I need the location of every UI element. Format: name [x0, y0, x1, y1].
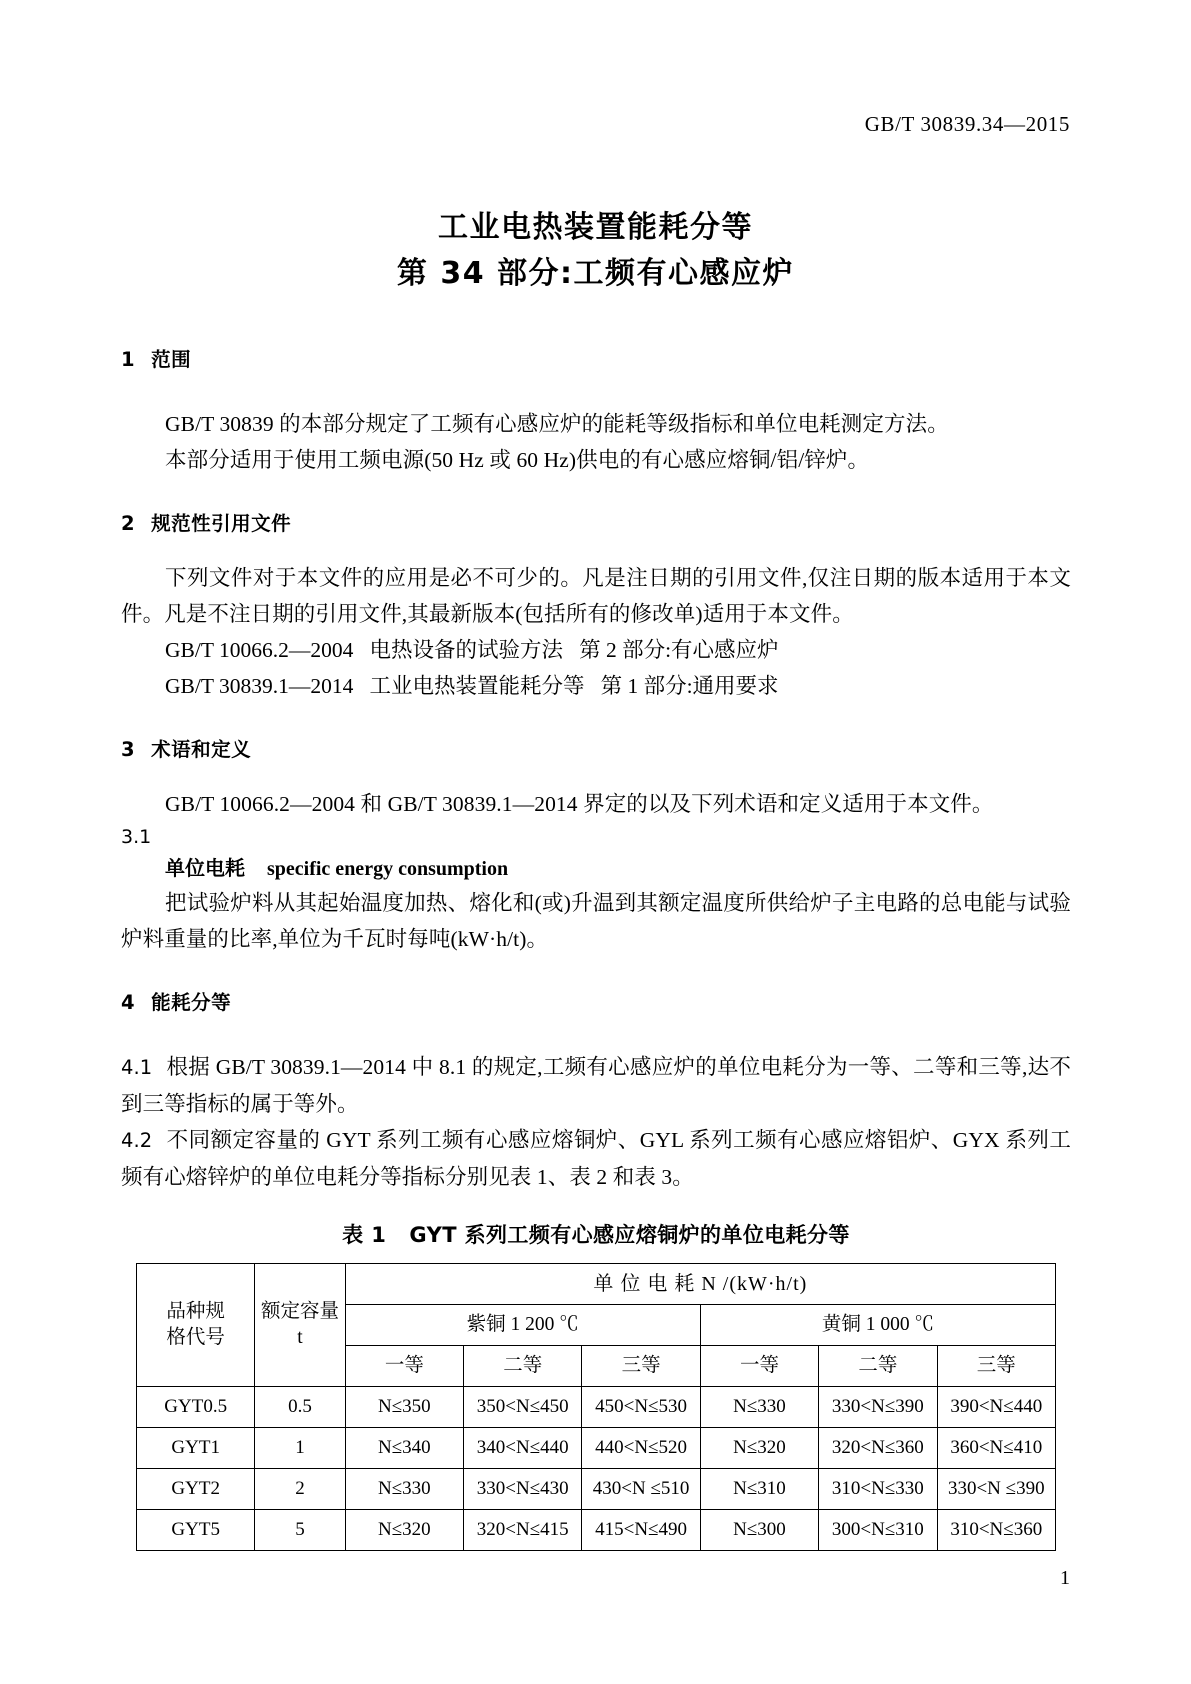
cell-value: 330<N≤390 [819, 1387, 937, 1428]
table-1-caption: 表 1 GYT 系列工频有心感应熔铜炉的单位电耗分等 [342, 1223, 850, 1247]
document-title [0, 205, 1191, 297]
title-line-1: 工业电热装置能耗分等 [438, 210, 753, 245]
normative-reference-2: GB/T 30839.1—2014 工业电热装置能耗分等 第 1 部分:通用要求 [165, 674, 779, 698]
section-number-1: 1 [121, 348, 136, 371]
standard-number: GB/T 30839.34—2015 [864, 112, 1070, 136]
section-heading-3 [121, 738, 1071, 762]
normative-reference-1: GB/T 10066.2—2004 电热设备的试验方法 第 2 部分:有心感应炉 [165, 638, 779, 662]
cell-value: N≤330 [700, 1387, 818, 1428]
section-number-3: 3 [121, 738, 136, 761]
cell-value: 440<N≤520 [582, 1428, 700, 1469]
term-clause-number: 3.1 [121, 826, 152, 848]
term-name-cn: 单位电耗 [165, 856, 245, 880]
cell-rated-capacity: 2 [255, 1469, 345, 1510]
cell-value: 390<N≤440 [937, 1387, 1055, 1428]
cell-value: 310<N≤360 [937, 1510, 1055, 1551]
column-header-product-code-line2: 格代号 [166, 1327, 225, 1348]
cell-product-code: GYT1 [137, 1428, 255, 1469]
column-header-product-code [137, 1264, 255, 1387]
clause-4-1-text: 根据 GB/T 30839.1—2014 中 8.1 的规定,工频有心感应炉的单位电耗分为一等、二等和三等,达不到三等指标的属于等外。 [121, 1055, 1071, 1116]
column-group-header-red-copper: 紫铜 1 200 ℃ [345, 1305, 700, 1346]
cell-rated-capacity: 0.5 [255, 1387, 345, 1428]
section-heading-1 [121, 348, 1071, 372]
clause-4-2-text: 不同额定容量的 GYT 系列工频有心感应熔铜炉、GYL 系列工频有心感应熔铝炉、GYX 系列工频有心熔锌炉的单位电耗分等指标分别见表 1、表 2 和表 3。 [121, 1128, 1071, 1189]
clause-4-1 [121, 1049, 1071, 1122]
table-row [137, 1428, 1056, 1469]
page-number: 1 [1060, 1567, 1070, 1589]
cell-value: 350<N≤450 [464, 1387, 582, 1428]
column-header-specific-energy: 单 位 电 耗 N /(kW·h/t) [345, 1264, 1055, 1305]
column-group-header-brass: 黄铜 1 000 ℃ [700, 1305, 1055, 1346]
cell-value: 300<N≤310 [819, 1510, 937, 1551]
section3-paragraph-1: GB/T 10066.2—2004 和 GB/T 30839.1—2014 界定的以及下列术语和定义适用于本文件。 [165, 792, 994, 816]
table-1-specific-energy-consumption [136, 1263, 1056, 1551]
section-heading-2 [121, 512, 1071, 536]
section-title-4: 能耗分等 [151, 991, 232, 1014]
cell-value: N≤320 [700, 1428, 818, 1469]
column-header-grade-5: 二等 [819, 1346, 937, 1387]
column-header-rated-capacity-line1: 额定容量 [261, 1301, 340, 1322]
cell-value: 415<N≤490 [582, 1510, 700, 1551]
column-header-rated-capacity-unit: t [297, 1327, 303, 1348]
cell-value: 310<N≤330 [819, 1469, 937, 1510]
cell-rated-capacity: 5 [255, 1510, 345, 1551]
column-header-rated-capacity [255, 1264, 345, 1387]
section-heading-4 [121, 991, 1071, 1015]
term-name-en: specific energy consumption [267, 858, 509, 880]
cell-rated-capacity: 1 [255, 1428, 345, 1469]
section-number-2: 2 [121, 512, 136, 535]
clause-4-2 [121, 1122, 1071, 1195]
cell-value: 320<N≤360 [819, 1428, 937, 1469]
cell-product-code: GYT2 [137, 1469, 255, 1510]
column-header-grade-2: 二等 [464, 1346, 582, 1387]
cell-value: N≤300 [700, 1510, 818, 1551]
cell-value: 320<N≤415 [464, 1510, 582, 1551]
document-body [121, 348, 1071, 1551]
cell-value: 340<N≤440 [464, 1428, 582, 1469]
cell-value: N≤310 [700, 1469, 818, 1510]
column-header-grade-3: 三等 [582, 1346, 700, 1387]
cell-value: 360<N≤410 [937, 1428, 1055, 1469]
term-entry [121, 852, 1071, 885]
term-definition: 把试验炉料从其起始温度加热、熔化和(或)升温到其额定温度所供给炉子主电路的总电能与试验炉料重量的比率,单位为千瓦时每吨(kW·h/t)。 [121, 891, 1071, 951]
section-title-2: 规范性引用文件 [151, 512, 292, 535]
cell-value: 330<N ≤390 [937, 1469, 1055, 1510]
cell-value: 330<N≤430 [464, 1469, 582, 1510]
table-row [137, 1510, 1056, 1551]
cell-value: N≤320 [345, 1510, 463, 1551]
column-header-grade-4: 一等 [700, 1346, 818, 1387]
column-header-grade-1: 一等 [345, 1346, 463, 1387]
cell-value: 430<N ≤510 [582, 1469, 700, 1510]
section-title-3: 术语和定义 [151, 738, 252, 761]
cell-value: N≤340 [345, 1428, 463, 1469]
cell-value: 450<N≤530 [582, 1387, 700, 1428]
section-title-1: 范围 [151, 348, 192, 371]
clause-4-1-label: 4.1 [121, 1056, 153, 1079]
cell-product-code: GYT0.5 [137, 1387, 255, 1428]
section2-paragraph-1: 下列文件对于本文件的应用是必不可少的。凡是注日期的引用文件,仅注日期的版本适用于本文件。凡是不注日期的引用文件,其最新版本(包括所有的修改单)适用于本文件。 [121, 566, 1071, 626]
column-header-grade-6: 三等 [937, 1346, 1055, 1387]
running-header [0, 112, 1070, 137]
cell-value: N≤350 [345, 1387, 463, 1428]
clause-4-2-label: 4.2 [121, 1129, 153, 1152]
table-row [137, 1387, 1056, 1428]
section1-paragraph-1: GB/T 30839 的本部分规定了工频有心感应炉的能耗等级指标和单位电耗测定方法。 [165, 412, 949, 436]
section-number-4: 4 [121, 991, 136, 1014]
cell-product-code: GYT5 [137, 1510, 255, 1551]
table-header-row-1 [137, 1264, 1056, 1305]
section1-paragraph-2: 本部分适用于使用工频电源(50 Hz 或 60 Hz)供电的有心感应熔铜/铝/锌炉。 [165, 448, 870, 472]
column-header-product-code-line1: 品种规 [166, 1301, 225, 1322]
table-row [137, 1469, 1056, 1510]
title-line-2: 第 34 部分:工频有心感应炉 [396, 256, 795, 291]
cell-value: N≤330 [345, 1469, 463, 1510]
